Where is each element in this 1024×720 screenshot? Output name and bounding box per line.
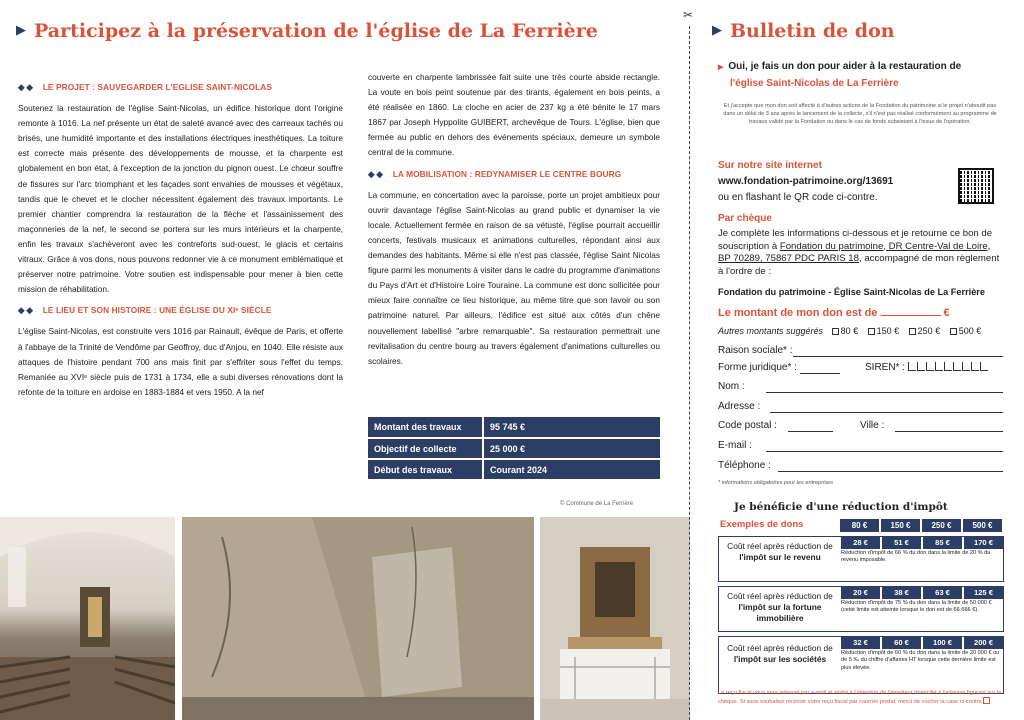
net-cost: 85 € — [923, 537, 962, 549]
net-cost: 63 € — [923, 587, 962, 599]
altar-illustration — [540, 517, 690, 720]
tax-heading: Je bénéficie d'une réduction d'impôt — [734, 501, 948, 513]
net-cost: 60 € — [882, 637, 921, 649]
checkbox-icon[interactable] — [909, 328, 916, 335]
postal-receipt-checkbox[interactable] — [983, 697, 990, 704]
forme-juridique-field[interactable]: Forme juridique* : SIREN* : — [718, 362, 1003, 376]
triangle-bullet-icon: ▶ — [712, 23, 722, 38]
facts-value: 25 000 € — [483, 438, 660, 459]
column-1 — [18, 80, 343, 406]
altar-photo — [540, 517, 690, 720]
net-cost: 100 € — [923, 637, 962, 649]
example-amount: 150 € — [881, 519, 920, 532]
donation-form — [700, 0, 1024, 720]
project-facts-table — [368, 417, 660, 481]
facts-label: Objectif de collecte — [368, 438, 483, 459]
receipt-note: Le reçu fiscal vous sera adressé par e-mail et établi à l'attention de l'émetteur domicilié à l'adresse figurant sur le chèque. Si vous souhaitez recevoir votre reçu fiscal par courrier postal, merci de cocher la case ci-contre — [718, 690, 1002, 705]
damaged-wall-illustration — [182, 517, 534, 720]
example-amount: 250 € — [922, 519, 961, 532]
facts-value: Courant 2024 — [483, 459, 660, 480]
column-2 — [368, 70, 660, 375]
section-heading-projet: ◆◆ LE PROJET : SAUVEGARDER L'EGLISE SAINT-NICOLAS — [18, 82, 272, 92]
checkbox-icon[interactable] — [868, 328, 875, 335]
net-cost: 38 € — [882, 587, 921, 599]
pledge-line-1: ▶ Oui, je fais un don pour aider à la restauration de — [718, 61, 962, 72]
site-heading: Sur notre site internet — [718, 160, 822, 171]
telephone-field[interactable]: Téléphone : — [718, 460, 1003, 474]
facts-label: Début des travaux — [368, 459, 483, 480]
qr-code-icon — [958, 168, 994, 204]
tax-description: Réduction d'impôt de 60 % du don dans la limite de 20 000 € ou de 5 ‰ du chiffre d'affaires HT lorsque cette dernière limite est plus élevée. — [841, 650, 1000, 671]
tax-row-ifi: Coût réel après réduction de l'impôt sur la fortune immobilière 20 € 38 € 63 € 125 € Réduction d'impôt de 75 % du don dans la limite de 50 000 € (cette limite est atteinte lorsque le don est de 66 666 €). — [718, 586, 1004, 632]
code-postal-field[interactable]: Code postal : Ville : — [718, 420, 1003, 434]
section-text-mobilisation: La commune, en concertation avec la paroisse, porte un projet ambitieux pour ouvrir davantage l'église Saint-Nicolas au grand public et dynamiser la vie locale. Actuellement fermée en raison de sa vétusté, l'église pourrait accueillir concerts, festivals musicaux et animations culturelles, répondant ainsi aux demandes des habitants. Même si elle n'est pas classée, l'église Saint Nicolas figure parmi les monuments à visiter dans le cadre du programme d'animations du Pays d'Art et d'Histoire Loire Touraine. La commune est donc sollicitée pour mieux faire connaître ce lieu historique, au même titre que son lavoir ou son patrimoine naturel. Par ailleurs, l'édifice est situé aux côtés d'un chêne nouvellement labellisé "arbre remarquable". Sa restauration permettrait une revitalisation du centre bourg au travers également d'animations culturelles ou scolaires. — [368, 189, 660, 366]
amount-blank[interactable] — [881, 315, 941, 316]
suggested-amounts: Autres montants suggérés 80 € 150 € 250 € 500 € — [718, 326, 982, 336]
donation-amount-field[interactable]: Le montant de mon don est de € — [718, 307, 950, 319]
tax-row-revenu: Coût réel après réduction de l'impôt sur le revenu 28 € 51 € 85 € 170 € Réduction d'impôt de 66 % du don dans la limite de 20 % du revenu imposable. — [718, 536, 1004, 582]
fields-note: * informations obligatoires pour les entreprises — [718, 480, 834, 486]
example-amount: 500 € — [963, 519, 1002, 532]
cut-line — [689, 26, 690, 720]
tax-row-societes: Coût réel après réduction de l'impôt sur les sociétés 32 € 60 € 100 € 200 € Réduction d'impôt de 60 % du don dans la limite de 20 000 € ou de 5 ‰ du chiffre d'affaires HT lorsque cette dernière limite est plus élevée. — [718, 636, 1004, 694]
page-title — [16, 20, 598, 42]
photo-credit: © Commune de La Ferrière — [560, 501, 634, 507]
scissors-icon: ✂ — [683, 8, 694, 22]
net-cost: 200 € — [964, 637, 1003, 649]
section-heading-mobilisation: ◆◆ LA MOBILISATION : REDYNAMISER LE CENTRE BOURG — [368, 168, 622, 179]
net-cost: 125 € — [964, 587, 1003, 599]
section-text-lieu: L'église Saint-Nicolas, est construite vers 1016 par Rainault, évêque de Paris, et offerte à l'abbaye de la Trinité de Vendôme par Geoffroy, duc d'Anjou, en 1040. Elle résiste aux attaques de l'histoire pendant 700 ans mais finit par s'effriter sous l'effet du temps. Remaniée au XVIᵉ siècle puis de 1731 à 1734, elle a subi diverses rénovations dont la refonte de la toiture en ardoise en 1883-1884 et vers 1950. A la nef — [18, 326, 343, 397]
triangle-bullet-icon: ▶ — [718, 64, 724, 71]
suggested-amount-option[interactable]: 500 € — [950, 326, 982, 336]
page-title-text: Participez à la préservation de l'église de La Ferrière — [34, 20, 598, 42]
facts-row — [368, 459, 660, 480]
raison-sociale-field[interactable]: Raison sociale* : — [718, 345, 1003, 359]
facts-row — [368, 438, 660, 459]
bulletin-title: ▶ Bulletin de don — [712, 20, 895, 42]
siren-field[interactable]: SIREN* : — [865, 362, 989, 373]
diamond-bullet-icon: ◆◆ — [368, 168, 385, 179]
site-url-link[interactable]: www.fondation-patrimoine.org/13691 — [718, 176, 894, 187]
ville-field[interactable]: Ville : — [860, 420, 885, 431]
tax-reduction-table — [718, 519, 1004, 694]
section-text-projet: Soutenez la restauration de l'église Saint-Nicolas, un édifice historique dont l'origine remonte à 1016. La nef présente un état de saleté avancé avec des carreaux tachés ou brisés, une humidité importante et des installations électriques inesthétiques. La toiture est correcte mais présente des développements de mousse, et la charpente est globalement en bon état, à l'exception de la jonction du pignon ouest. Le chœur souffre de fissures sur l'arc triomphant et les façades sont envahies de mousses et végétaux, tandis que le chevet et le clocher nécessitent également des travaux importants. Le premier chantier comprendra la restauration de la flèche et l'assainissement des maçonneries de la nef, le second se portera sur les murs intérieurs et la charpente, enfin les travaux s'achèveront avec les contreforts sud-ouest, le glacis et certains vitraux. Grâce à vos dons, nous pouvons redonner vie à ce monument emblématique et préserver notre patrimoine. Votre soutien est indispensable pour mener à bien cette mission de réhabilitation. — [18, 103, 343, 295]
cheque-heading: Par chèque — [718, 213, 772, 224]
checkbox-icon[interactable] — [950, 328, 957, 335]
mailing-address: Fondation du patrimoine, DR Centre-Val de Loire, BP 70289, 75867 PDC PARIS 18 — [718, 240, 991, 265]
church-nave-illustration — [0, 517, 175, 720]
example-amount: 80 € — [840, 519, 879, 532]
net-cost: 20 € — [841, 587, 880, 599]
qr-instruction: ou en flashant le QR code ci-contre. — [718, 192, 878, 203]
email-field[interactable]: E-mail : — [718, 440, 1003, 454]
net-cost: 28 € — [841, 537, 880, 549]
fine-print: Et j'accepte que mon don soit affecté à d'autres actions de la Fondation du patrimoine si le projet n'aboutit pas dans un délai de 3 ans après le lancement de la collecte, s'il n'est pas réalisé conformément au programme de travaux validé par la Fondation ou dans le cas de fonds subsistant à l'issue de l'opération. — [723, 103, 997, 125]
net-cost: 32 € — [841, 637, 880, 649]
section-text-lieu-cont: couverte en charpente lambrissée fait suite une très courte abside rectangle. La voute en bois peint soutenue par des tirants, également en bois peints, a été réalisée en 1860. La cloche en acier de 237 kg a été bénite le 17 mars 1867 par Joseph Hyppolite GUIBERT, archevêque de Tours. L'église, bien que fermée au public en dehors des événements spéciaux, demeure un symbole central de la commune. — [368, 72, 660, 158]
facts-label: Montant des travaux — [368, 417, 483, 438]
suggested-amount-option[interactable]: 250 € — [909, 326, 941, 336]
nom-field[interactable]: Nom : — [718, 381, 1003, 395]
net-cost: 170 € — [964, 537, 1003, 549]
facts-row — [368, 417, 660, 438]
damaged-wall-photo — [182, 517, 534, 720]
adresse-field[interactable]: Adresse : — [718, 401, 1003, 415]
checkbox-icon[interactable] — [832, 328, 839, 335]
diamond-bullet-icon: ◆◆ — [18, 305, 35, 316]
facts-value: 95 745 € — [483, 417, 660, 438]
section-heading-lieu: ◆◆ LE LIEU ET SON HISTOIRE : UNE ÉGLISE DU XIᵉ SIÈCLE — [18, 305, 272, 316]
triangle-bullet-icon: ▶ — [16, 23, 26, 38]
suggested-amount-option[interactable]: 80 € — [832, 326, 859, 336]
suggested-amount-option[interactable]: 150 € — [868, 326, 900, 336]
diamond-bullet-icon: ◆◆ — [18, 82, 35, 92]
tax-description: Réduction d'impôt de 75 % du don dans la limite de 50 000 € (cette limite est atteinte lorsque le don est de 66 666 €). — [841, 600, 992, 614]
payee: Fondation du patrimoine - Église Saint-Nicolas de La Ferrière — [718, 287, 985, 297]
church-nave-photo — [0, 517, 175, 720]
pledge-line-2: l'église Saint-Nicolas de La Ferrière — [730, 78, 899, 89]
net-cost: 51 € — [882, 537, 921, 549]
examples-header: Exemples de dons 80 € 150 € 250 € 500 € — [718, 519, 1004, 532]
tax-description: Réduction d'impôt de 66 % du don dans la limite de 20 % du revenu imposable. — [841, 550, 991, 564]
cheque-instructions: Je complète les informations ci-dessous et je retourne ce bon de souscription à Fondation du patrimoine, DR Centre-Val de Loire, BP 70289, 75867 PDC PARIS 18, accompagné de mon règlement à l'ordre de : — [718, 228, 1000, 277]
